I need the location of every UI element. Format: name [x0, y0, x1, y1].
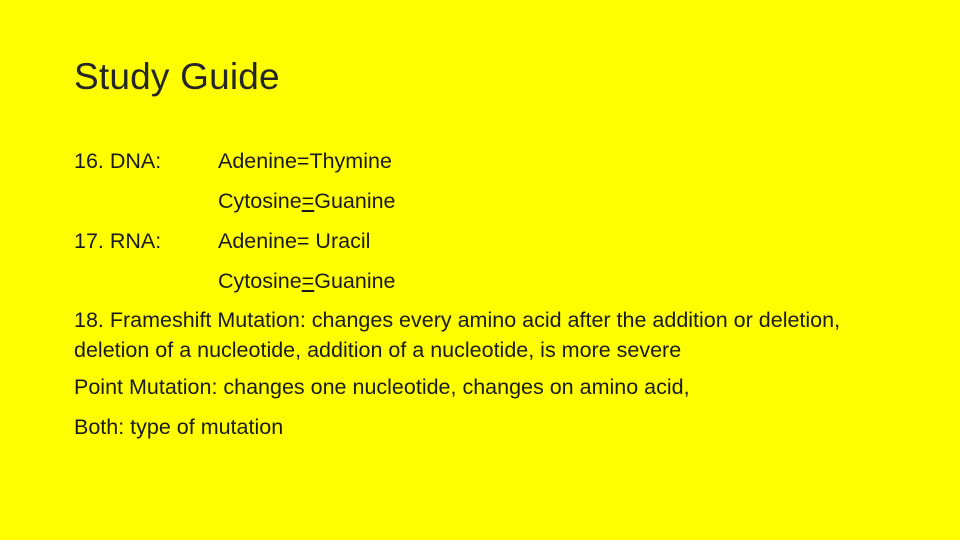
dna-row-2 — [74, 188, 894, 215]
dna-pair2-first: Cytosine — [218, 189, 302, 213]
dna-pair-adenine-thymine: Adenine=Thymine — [218, 149, 392, 173]
slide-body — [74, 148, 894, 454]
rna-row-2 — [74, 268, 894, 295]
both-mutation-text: Both: type of mutation — [74, 415, 284, 439]
rna-pair2-second: Guanine — [314, 269, 396, 293]
dna-row — [74, 148, 894, 175]
rna-pair-cytosine-guanine — [218, 268, 396, 295]
frameshift-mutation-text: 18. Frameshift Mutation: changes every amino acid after the addition or deletion, deletion of a nucleotide, addition of a nucleotide, is more severe — [74, 308, 841, 362]
dna-pair2-second: Guanine — [314, 189, 396, 213]
rna-pair2-first: Cytosine — [218, 269, 302, 293]
dna-label: 16. DNA: — [74, 149, 162, 173]
point-mutation-text: Point Mutation: changes one nucleotide, changes on amino acid, — [74, 375, 690, 399]
rna-pair-adenine-uracil: Adenine= Uracil — [218, 229, 371, 253]
dna-pair-cytosine-guanine — [218, 188, 396, 215]
rna-row — [74, 228, 894, 255]
dna-pair2-equals: = — [301, 189, 315, 213]
rna-pair2-equals: = — [301, 269, 315, 293]
slide-title: Study Guide — [74, 56, 280, 97]
rna-label: 17. RNA: — [74, 229, 162, 253]
